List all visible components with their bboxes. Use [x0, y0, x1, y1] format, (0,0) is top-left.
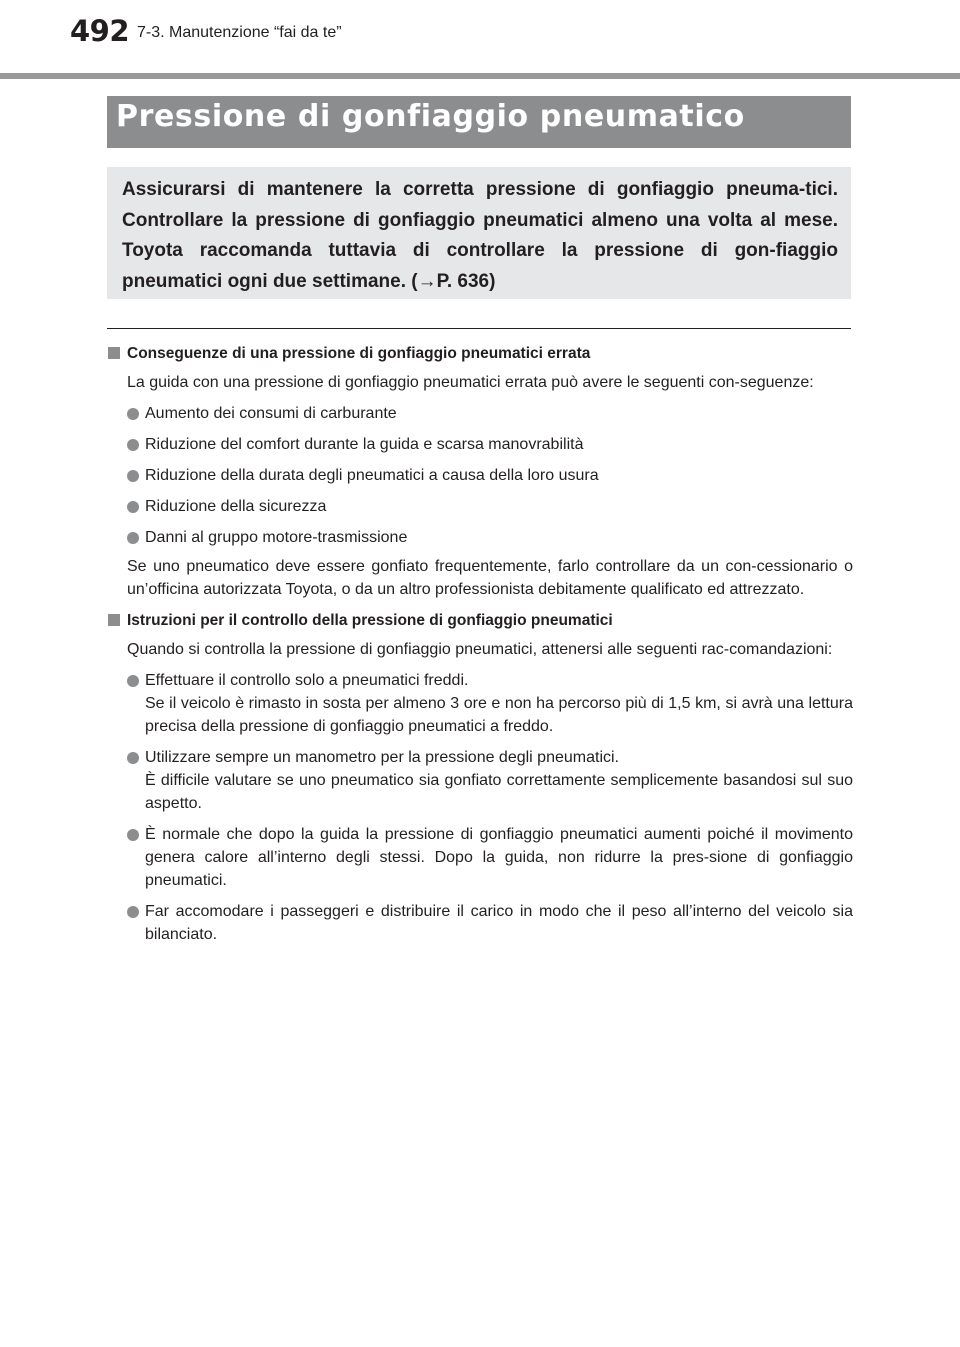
- section-divider: [107, 328, 851, 329]
- list-item: [127, 526, 853, 549]
- list-item: [127, 823, 853, 892]
- list-item-body: [145, 464, 853, 487]
- section: [108, 342, 853, 601]
- list-item-body: [145, 746, 853, 815]
- round-bullet-icon: [127, 829, 139, 841]
- round-bullet-icon: [127, 675, 139, 687]
- round-bullet-icon: [127, 752, 139, 764]
- square-bullet-icon: [108, 347, 120, 359]
- list-item-body: [145, 433, 853, 456]
- header-rule: [0, 73, 960, 79]
- paragraph: Se uno pneumatico deve essere gonfiato frequentemente, farlo controllare da un con-cessionario o un’officina autorizzata Toyota, o da un altro professionista debitamente qualificato ed attrezzato.: [127, 558, 853, 598]
- list-item: [127, 900, 853, 946]
- list-item-body: [145, 900, 853, 946]
- list-item-text: Riduzione del comfort durante la guida e scarsa manovrabilità: [145, 436, 584, 453]
- round-bullet-icon: [127, 532, 139, 544]
- section-heading-text: Conseguenze di una pressione di gonfiaggio pneumatici errata: [127, 345, 591, 362]
- paragraph: Quando si controlla la pressione di gonfiaggio pneumatici, attenersi alle seguenti rac-comandazioni:: [127, 641, 833, 658]
- list-item-body: [145, 402, 853, 425]
- section: [108, 609, 853, 946]
- paragraph: La guida con una pressione di gonfiaggio pneumatici errata può avere le seguenti con-seguenze:: [127, 374, 814, 391]
- list-item: [127, 464, 853, 487]
- round-bullet-icon: [127, 439, 139, 451]
- section-heading-text: Istruzioni per il controllo della pressione di gonfiaggio pneumatici: [127, 612, 613, 629]
- list-item: [127, 495, 853, 518]
- list-item: [127, 402, 853, 425]
- list-item-text: Effettuare il controllo solo a pneumatici freddi.: [145, 672, 469, 689]
- round-bullet-icon: [127, 408, 139, 420]
- round-bullet-icon: [127, 501, 139, 513]
- list-item-text: Riduzione della durata degli pneumatici a causa della loro usura: [145, 467, 599, 484]
- list-item: [127, 669, 853, 738]
- list-item-text: Se il veicolo è rimasto in sosta per almeno 3 ore e non ha percorso più di 1,5 km, si avrà una lettura precisa della pressione di gonfiaggio pneumatici a freddo.: [145, 695, 853, 735]
- list-item: [127, 433, 853, 456]
- section-heading: [108, 609, 853, 632]
- list-item-text: Far accomodare i passeggeri e distribuire il carico in modo che il peso all’interno del veicolo sia bilanciato.: [145, 903, 853, 943]
- breadcrumb: 7-3. Manutenzione “fai da te”: [137, 24, 342, 41]
- list-item-text: Aumento dei consumi di carburante: [145, 405, 397, 422]
- main-content: [108, 342, 853, 946]
- list-item: [127, 746, 853, 815]
- list-item-body: [145, 526, 853, 549]
- page-number: 492: [70, 14, 130, 48]
- intro-text: Assicurarsi di mantenere la corretta pressione di gonfiaggio pneuma-tici. Controllare la pressione di gonfiaggio pneumatici almeno una volta al mese. Toyota raccomanda tuttavia di controllare la pressione di gon-fiaggio pneumatici ogni due settimane. (→P. 636): [122, 179, 838, 292]
- square-bullet-icon: [108, 614, 120, 626]
- list-item-text: Riduzione della sicurezza: [145, 498, 327, 515]
- round-bullet-icon: [127, 906, 139, 918]
- list-item-text: Danni al gruppo motore-trasmissione: [145, 529, 408, 546]
- list-item-text: È difficile valutare se uno pneumatico sia gonfiato correttamente semplicemente basandosi sul suo aspetto.: [145, 772, 853, 812]
- list-item-body: [145, 495, 853, 518]
- list-item-text: Utilizzare sempre un manometro per la pressione degli pneumatici.: [145, 749, 619, 766]
- round-bullet-icon: [127, 470, 139, 482]
- section-heading: [108, 342, 853, 365]
- page-title: Pressione di gonfiaggio pneumatico: [116, 99, 745, 134]
- list-item-text: È normale che dopo la guida la pressione di gonfiaggio pneumatici aumenti poiché il movimento genera calore all’interno degli stessi. Dopo la guida, non ridurre la pres-sione di gonfiaggio pneumatici.: [145, 826, 853, 889]
- list-item-body: [145, 823, 853, 892]
- list-item-body: [145, 669, 853, 738]
